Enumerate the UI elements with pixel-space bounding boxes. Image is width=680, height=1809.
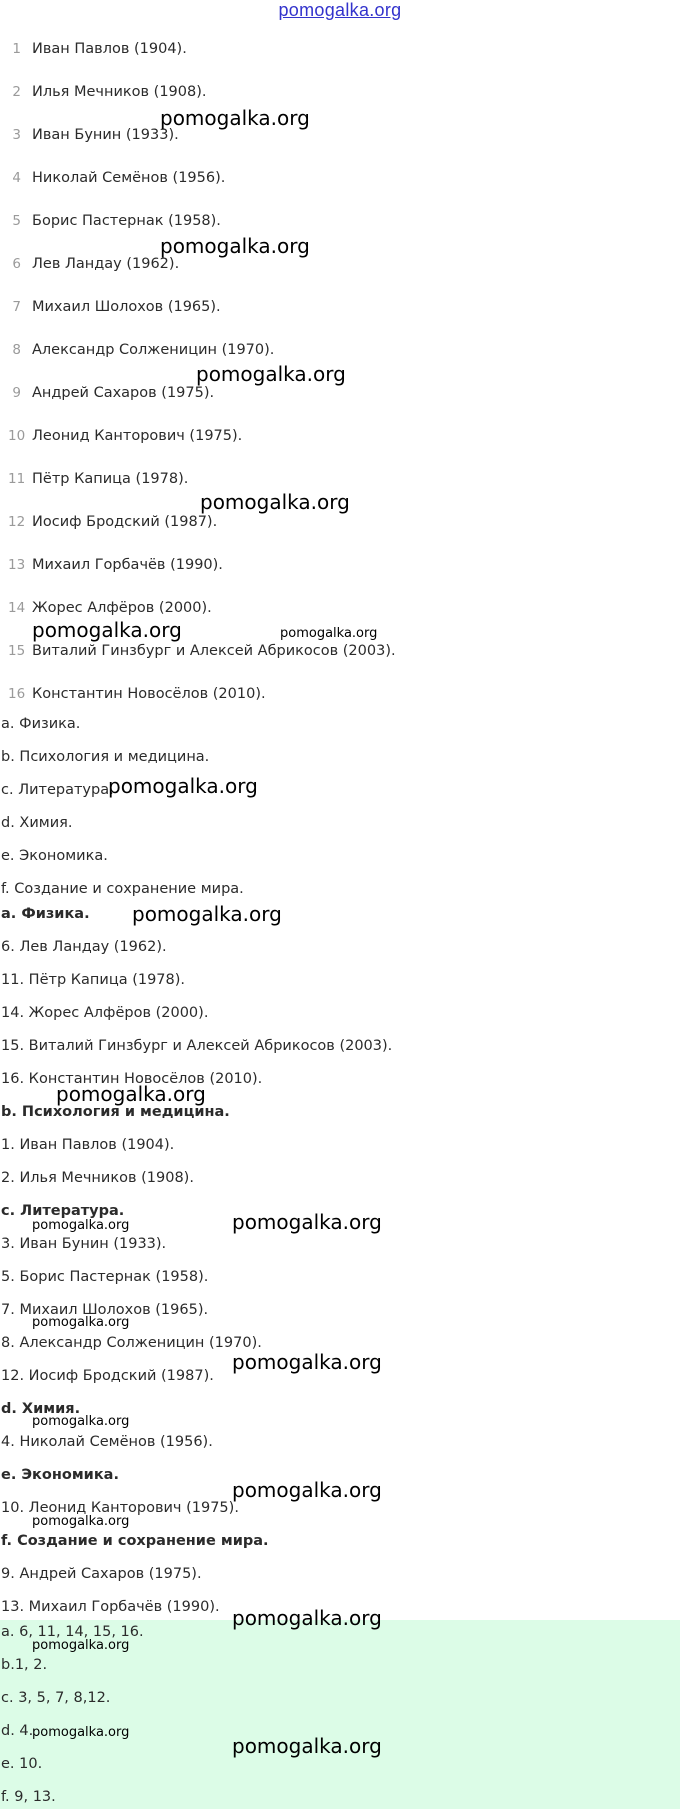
answer-line: a. 6, 11, 14, 15, 16. bbox=[1, 1624, 144, 1640]
list-item: Пётр Капица (1978). bbox=[32, 471, 189, 487]
list-number: 13 bbox=[8, 557, 26, 573]
list-number: 15 bbox=[8, 643, 26, 659]
list-number: 12 bbox=[8, 514, 26, 530]
category-item: c. Литература. bbox=[1, 782, 114, 798]
group-item: 1. Иван Павлов (1904). bbox=[1, 1137, 175, 1153]
answer-line: d. 4. bbox=[1, 1723, 34, 1739]
group-heading: d. Химия. bbox=[1, 1401, 81, 1417]
list-number: 2 bbox=[12, 84, 21, 100]
list-number: 1 bbox=[12, 41, 21, 57]
watermark: pomogalka.org bbox=[132, 902, 282, 926]
group-item: 12. Иосиф Бродский (1987). bbox=[1, 1368, 214, 1384]
group-heading: b. Психология и медицина. bbox=[1, 1104, 230, 1120]
watermark: pomogalka.org bbox=[32, 1218, 130, 1233]
group-item: 7. Михаил Шолохов (1965). bbox=[1, 1302, 209, 1318]
watermark: pomogalka.org bbox=[200, 490, 350, 514]
list-number: 14 bbox=[8, 600, 26, 616]
list-number: 3 bbox=[12, 127, 21, 143]
list-item: Михаил Горбачёв (1990). bbox=[32, 557, 223, 573]
list-number: 10 bbox=[8, 428, 26, 444]
group-item: 15. Виталий Гинзбург и Алексей Абрикосов (2003). bbox=[1, 1038, 393, 1054]
group-item: 10. Леонид Канторович (1975). bbox=[1, 1500, 239, 1516]
watermark: pomogalka.org bbox=[232, 1734, 382, 1758]
list-number: 6 bbox=[12, 256, 21, 272]
list-number: 4 bbox=[12, 170, 21, 186]
watermark: pomogalka.org bbox=[280, 626, 378, 641]
list-item: Николай Семёнов (1956). bbox=[32, 170, 226, 186]
group-item: 14. Жорес Алфёров (2000). bbox=[1, 1005, 209, 1021]
list-item: Леонид Канторович (1975). bbox=[32, 428, 243, 444]
list-number: 11 bbox=[8, 471, 26, 487]
list-item: Иван Бунин (1933). bbox=[32, 127, 179, 143]
list-number: 8 bbox=[12, 342, 21, 358]
group-item: 6. Лев Ландау (1962). bbox=[1, 939, 167, 955]
answer-line: c. 3, 5, 7, 8,12. bbox=[1, 1690, 111, 1706]
list-item: Илья Мечников (1908). bbox=[32, 84, 207, 100]
list-item: Иван Павлов (1904). bbox=[32, 41, 187, 57]
group-item: 11. Пётр Капица (1978). bbox=[1, 972, 186, 988]
answer-line: e. 10. bbox=[1, 1756, 43, 1772]
watermark: pomogalka.org bbox=[160, 106, 310, 130]
group-item: 3. Иван Бунин (1933). bbox=[1, 1236, 167, 1252]
group-heading: e. Экономика. bbox=[1, 1467, 119, 1483]
watermark: pomogalka.org bbox=[108, 774, 258, 798]
group-heading: c. Литература. bbox=[1, 1203, 125, 1219]
answer-line: f. 9, 13. bbox=[1, 1789, 56, 1805]
answer-line: b.1, 2. bbox=[1, 1657, 48, 1673]
group-item: 5. Борис Пастернак (1958). bbox=[1, 1269, 209, 1285]
watermark: pomogalka.org bbox=[232, 1606, 382, 1630]
group-item: 4. Николай Семёнов (1956). bbox=[1, 1434, 213, 1450]
category-item: a. Физика. bbox=[1, 716, 81, 732]
watermark: pomogalka.org bbox=[32, 618, 182, 642]
category-item: d. Химия. bbox=[1, 815, 73, 831]
watermark: pomogalka.org bbox=[196, 362, 346, 386]
group-item: 13. Михаил Горбачёв (1990). bbox=[1, 1599, 220, 1615]
list-item: Борис Пастернак (1958). bbox=[32, 213, 221, 229]
watermark: pomogalka.org bbox=[232, 1210, 382, 1234]
watermark: pomogalka.org bbox=[160, 234, 310, 258]
list-number: 5 bbox=[12, 213, 21, 229]
list-item: Виталий Гинзбург и Алексей Абрикосов (2003). bbox=[32, 643, 396, 659]
watermark: pomogalka.org bbox=[56, 1082, 206, 1106]
group-item: 8. Александр Солженицин (1970). bbox=[1, 1335, 262, 1351]
group-heading: a. Физика. bbox=[1, 906, 90, 922]
list-number: 16 bbox=[8, 686, 26, 702]
watermark: pomogalka.org bbox=[32, 1315, 130, 1330]
watermark: pomogalka.org bbox=[32, 1414, 130, 1429]
watermark: pomogalka.org bbox=[32, 1638, 130, 1653]
group-heading: f. Создание и сохранение мира. bbox=[1, 1533, 269, 1549]
category-item: f. Создание и сохранение мира. bbox=[1, 881, 244, 897]
list-item: Александр Солженицин (1970). bbox=[32, 342, 275, 358]
watermark: pomogalka.org bbox=[232, 1478, 382, 1502]
group-item: 16. Константин Новосёлов (2010). bbox=[1, 1071, 263, 1087]
watermark: pomogalka.org bbox=[232, 1350, 382, 1374]
category-item: b. Психология и медицина. bbox=[1, 749, 210, 765]
category-item: e. Экономика. bbox=[1, 848, 108, 864]
group-item: 2. Илья Мечников (1908). bbox=[1, 1170, 194, 1186]
list-item: Лев Ландау (1962). bbox=[32, 256, 180, 272]
list-number: 9 bbox=[12, 385, 21, 401]
list-number: 7 bbox=[12, 299, 21, 315]
list-item: Иосиф Бродский (1987). bbox=[32, 514, 218, 530]
group-item: 9. Андрей Сахаров (1975). bbox=[1, 1566, 202, 1582]
watermark: pomogalka.org bbox=[32, 1514, 130, 1529]
list-item: Михаил Шолохов (1965). bbox=[32, 299, 221, 315]
watermark: pomogalka.org bbox=[32, 1725, 130, 1740]
list-item: Жорес Алфёров (2000). bbox=[32, 600, 212, 616]
site-mark[interactable]: pomogalka.org bbox=[278, 0, 402, 20]
list-item: Константин Новосёлов (2010). bbox=[32, 686, 266, 702]
list-item: Андрей Сахаров (1975). bbox=[32, 385, 215, 401]
